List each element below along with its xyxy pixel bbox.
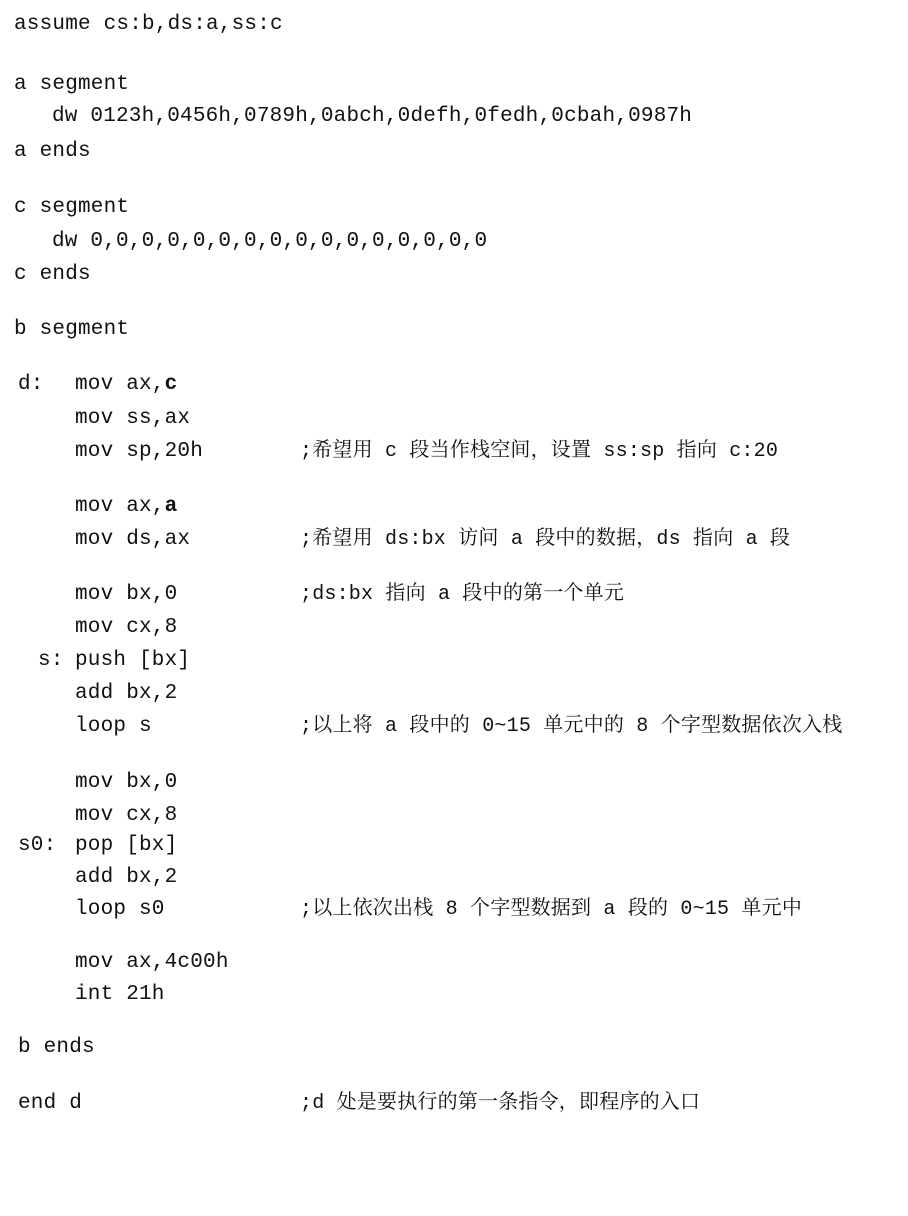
code-line — [0, 369, 178, 401]
instruction: loop s — [75, 715, 152, 738]
code-line — [0, 9, 283, 41]
instruction: mov cx,8 — [75, 616, 178, 639]
code-line — [0, 579, 625, 611]
comment: ;希望用 c 段当作栈空间，设置 ss:sp 指向 c:20 — [300, 440, 779, 463]
instruction: mov cx,8 — [75, 804, 178, 827]
instruction-text: mov ax, — [75, 373, 165, 396]
assume-directive: assume cs:b,ds:a,ss:c — [14, 13, 283, 36]
instruction: mov bx,0 — [75, 771, 178, 794]
instruction — [75, 491, 177, 523]
code-line — [0, 894, 803, 926]
code-line — [0, 1032, 95, 1064]
code-line — [0, 491, 178, 523]
end-directive: end d — [18, 1092, 83, 1115]
code-line — [0, 830, 178, 862]
instruction: add bx,2 — [75, 682, 178, 705]
code-line — [0, 612, 178, 644]
code-line — [0, 979, 165, 1011]
code-line — [0, 259, 91, 291]
instruction: mov sp,20h — [75, 440, 204, 463]
instruction: int 21h — [75, 983, 165, 1006]
comment: ;以上将 a 段中的 0~15 单元中的 8 个字型数据依次入栈 — [300, 715, 843, 738]
segment-c-data: dw 0,0,0,0,0,0,0,0,0,0,0,0,0,0,0,0 — [52, 230, 488, 253]
code-line — [0, 645, 191, 677]
instruction: loop s0 — [75, 898, 165, 921]
code-line — [0, 101, 693, 133]
segment-c-end: c ends — [14, 263, 91, 286]
operand-bold: c — [164, 373, 178, 396]
segment-a-end: a ends — [14, 140, 91, 163]
code-line — [0, 800, 178, 832]
instruction-text: mov ax, — [75, 495, 165, 518]
code-line — [0, 1088, 701, 1120]
code-line — [0, 862, 178, 894]
code-line — [0, 403, 191, 435]
comment: ;ds:bx 指向 a 段中的第一个单元 — [300, 583, 625, 606]
code-line — [0, 767, 178, 799]
code-line — [0, 226, 488, 258]
code-line — [0, 192, 130, 224]
code-line — [0, 136, 91, 168]
comment: ;以上依次出栈 8 个字型数据到 a 段的 0~15 单元中 — [300, 898, 803, 921]
comment: ;d 处是要执行的第一条指令，即程序的入口 — [300, 1092, 701, 1115]
code-line — [0, 69, 130, 101]
label-s0: s0: — [18, 834, 57, 857]
code-line — [0, 711, 843, 743]
operand-bold: a — [164, 495, 178, 518]
label-d: d: — [18, 373, 44, 396]
instruction: add bx,2 — [75, 866, 178, 889]
code-line — [0, 314, 130, 346]
code-line — [0, 947, 229, 979]
instruction: pop [bx] — [75, 834, 178, 857]
label-s: s: — [38, 649, 64, 672]
segment-a-data: dw 0123h,0456h,0789h,0abch,0defh,0fedh,0cbah,0987h — [52, 105, 693, 128]
instruction: mov ds,ax — [75, 528, 191, 551]
instruction: push [bx] — [75, 649, 191, 672]
segment-b-start: b segment — [14, 318, 130, 341]
instruction: mov ss,ax — [75, 407, 191, 430]
code-line — [0, 436, 779, 468]
instruction: mov ax,4c00h — [75, 951, 229, 974]
segment-c-start: c segment — [14, 196, 130, 219]
comment: ;希望用 ds:bx 访问 a 段中的数据，ds 指向 a 段 — [300, 528, 791, 551]
segment-a-start: a segment — [14, 73, 130, 96]
code-line — [0, 524, 791, 556]
instruction: mov bx,0 — [75, 583, 178, 606]
instruction — [75, 369, 177, 401]
segment-b-end: b ends — [18, 1036, 95, 1059]
code-line — [0, 678, 178, 710]
